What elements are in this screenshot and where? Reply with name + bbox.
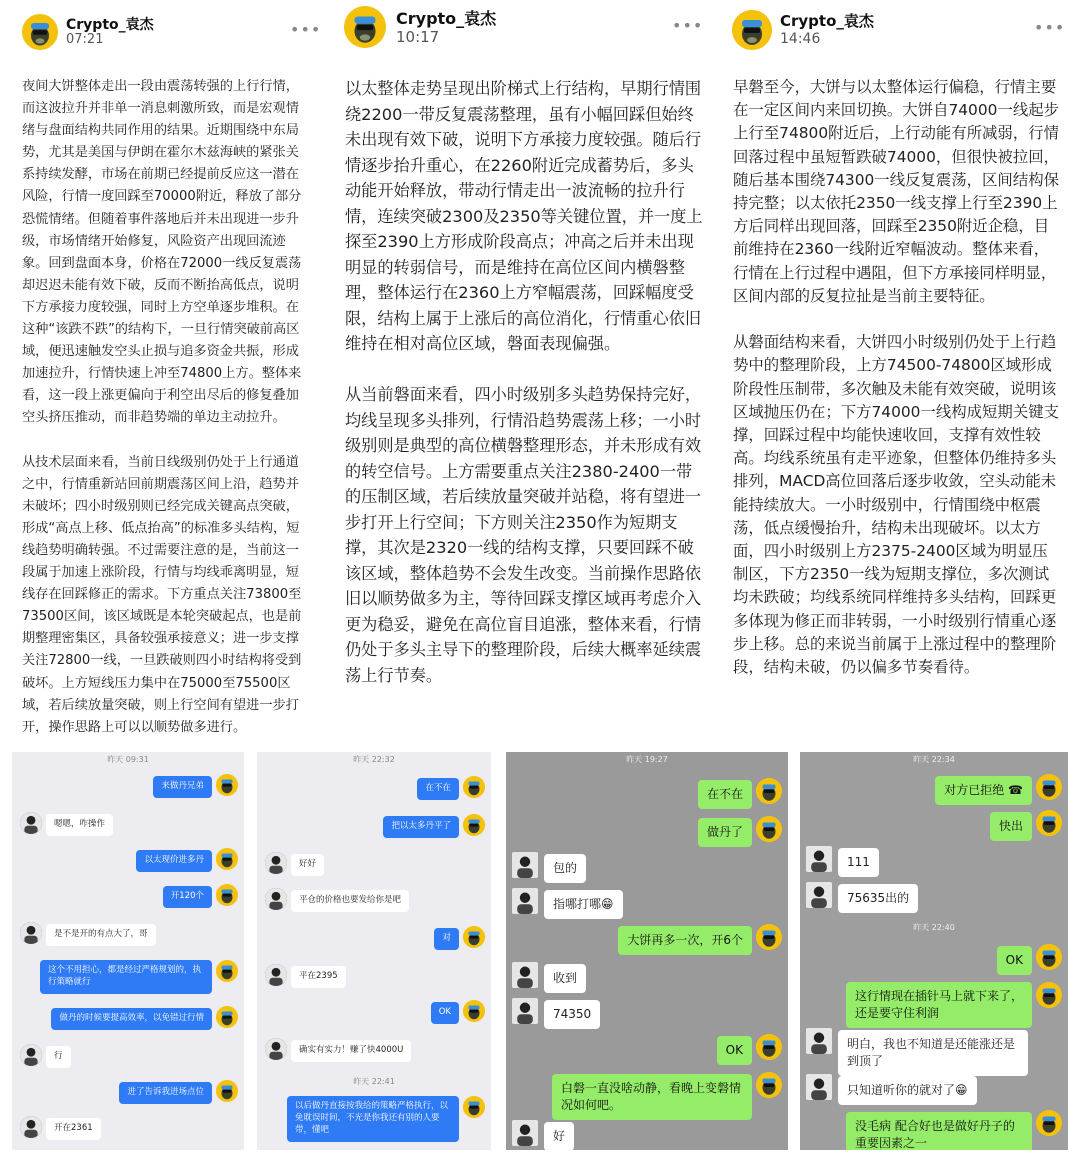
message-bubble[interactable]: 在不在 — [417, 778, 459, 800]
message-bubble[interactable]: 确实有实力！赚了快4000U — [291, 1040, 411, 1062]
chat-timestamp: 昨天 22:34 — [913, 755, 955, 764]
message-bubble[interactable]: 对方已拒绝 ☎ — [935, 776, 1032, 805]
post-text: 以太整体走势呈现出阶梯式上行结构，早期行情围绕2200一带反复震荡整理，虽有小幅回踩但始终未出现有效下破，说明下方承接力度较强。随后行情逐步抬升重心，在2260附近完成蓄势后，多头动能开始释放，带动行情走出一波流畅的拉升行情，连续突破2300及2350等关键位置，并一度上探至2390上方形成阶段高点；冲高之后并未出现明显的转弱信号，而是维持在高位区间内横磐整理，整体运行在2360上方窄幅震荡，回踩幅度受限，结构上属于上涨后的高位消化，行情重心依旧维持在相对高位区域，磐面表现偏强。 从当前磐面来看，四小时级别多头趋势保持完好，均线呈现多头排列，行情沿趋势震荡上移；一小时级别则是典型的高位横磐整理形态，并未形成有效的转空信号。上方需要重点关注2380-2400一带的压制区域，若后续放量突破并站稳，将有望进一步打开上行空间；下方则关注2350作为短期支撑，其次是2320一线的结构支撑，只要回踩不破该区域，整体趋势不会发生改变。当前操作思路依旧以顺势做多为主，等待回踩支撑区域再考虑介入更为稳妥，避免在高位盲目追涨，整体来看，行情仍处于多头主导下的整理阶段，后续大概率延续震荡上行节奏。 — [345, 79, 703, 685]
message-bubble[interactable]: 好 — [544, 1122, 574, 1150]
contact-avatar-icon — [265, 1038, 287, 1060]
message-bubble[interactable]: 行 — [46, 1046, 71, 1068]
my-avatar-icon — [216, 960, 238, 982]
more-options-icon[interactable]: ••• — [672, 16, 704, 35]
contact-avatar-icon — [806, 882, 832, 908]
chat-timestamp: 昨天 22:41 — [353, 1077, 395, 1086]
message-bubble[interactable]: OK — [431, 1002, 459, 1024]
message-bubble[interactable]: 收到 — [544, 964, 586, 993]
contact-avatar-icon — [512, 852, 538, 878]
chat-timestamp: 昨天 22:40 — [913, 923, 955, 932]
message-bubble[interactable]: 74350 — [544, 1000, 600, 1029]
contact-avatar-icon — [20, 1044, 42, 1066]
chat-timestamp: 昨天 09:31 — [107, 755, 149, 764]
my-avatar-icon — [463, 1000, 485, 1022]
post-time: 07:21 — [66, 32, 104, 47]
message-bubble[interactable]: 没毛病 配合好也是做好丹子的重要因素之一 — [846, 1112, 1032, 1150]
message-bubble[interactable]: 做丹的时候要提高效率，以免错过行情 — [51, 1008, 212, 1030]
post-time: 14:46 — [780, 31, 821, 47]
my-avatar-icon — [216, 1006, 238, 1028]
my-avatar-icon — [216, 774, 238, 796]
chat-timestamp: 昨天 19:27 — [626, 755, 668, 764]
chat-timestamp: 昨天 22:32 — [353, 755, 395, 764]
my-avatar-icon — [756, 924, 782, 950]
contact-avatar-icon — [265, 964, 287, 986]
message-bubble[interactable]: 进了告诉我进场点位 — [119, 1082, 212, 1104]
my-avatar-icon — [463, 814, 485, 836]
contact-avatar-icon — [806, 846, 832, 872]
my-avatar-icon — [756, 1072, 782, 1098]
post-2 — [330, 0, 710, 745]
contact-avatar-icon — [265, 888, 287, 910]
author-avatar[interactable] — [344, 6, 386, 48]
my-avatar-icon — [1036, 1110, 1062, 1136]
author-avatar[interactable] — [732, 10, 772, 50]
message-bubble[interactable]: 包的 — [544, 854, 586, 883]
message-bubble[interactable]: 以太现价进多丹 — [136, 850, 212, 872]
contact-avatar-icon — [806, 1074, 832, 1100]
my-avatar-icon — [463, 926, 485, 948]
my-avatar-icon — [463, 1096, 485, 1118]
message-bubble[interactable]: 明白，我也不知道是还能涨还是到顶了 — [838, 1030, 1028, 1076]
message-bubble[interactable]: 平在2395 — [291, 966, 346, 988]
my-avatar-icon — [756, 778, 782, 804]
message-bubble[interactable]: 来做丹兄弟 — [153, 776, 212, 798]
message-bubble[interactable]: 嗯嗯，咋操作 — [46, 814, 113, 836]
contact-avatar-icon — [512, 962, 538, 988]
my-avatar-icon — [1036, 944, 1062, 970]
message-bubble[interactable]: OK — [717, 1036, 752, 1065]
more-options-icon[interactable]: ••• — [1034, 18, 1066, 37]
contact-avatar-icon — [806, 1028, 832, 1054]
message-bubble[interactable]: 111 — [838, 848, 879, 877]
my-avatar-icon — [216, 1080, 238, 1102]
my-avatar-icon — [216, 848, 238, 870]
message-bubble[interactable]: 快出 — [990, 812, 1032, 841]
message-bubble[interactable]: 平仓的价格也要发给你是吧 — [291, 890, 409, 912]
message-bubble[interactable]: 75635出的 — [838, 884, 918, 913]
message-bubble[interactable]: 在不在 — [698, 780, 752, 809]
contact-avatar-icon — [265, 852, 287, 874]
my-avatar-icon — [756, 816, 782, 842]
my-avatar-icon — [463, 776, 485, 798]
message-bubble[interactable]: 指哪打哪😁 — [544, 890, 623, 919]
message-bubble[interactable]: 白磐一直没啥动静，看晚上变磐情况如何吧。 — [552, 1074, 752, 1120]
post-time: 10:17 — [396, 28, 440, 46]
author-name[interactable]: Crypto_袁杰 — [780, 12, 874, 30]
message-bubble[interactable]: 大饼再多一次，开6个 — [618, 926, 752, 955]
message-bubble[interactable]: 这行情现在插针马上就下来了，还是要守住利润 — [846, 982, 1032, 1028]
my-avatar-icon — [756, 1034, 782, 1060]
message-bubble[interactable]: 好好 — [291, 854, 324, 876]
chat-screenshot-1 — [12, 752, 244, 1150]
contact-avatar-icon — [512, 998, 538, 1024]
message-bubble[interactable]: 对 — [434, 928, 459, 950]
my-avatar-icon — [1036, 982, 1062, 1008]
message-bubble[interactable]: 把以太多丹平了 — [383, 816, 459, 838]
contact-avatar-icon — [20, 1116, 42, 1138]
message-bubble[interactable]: OK — [997, 946, 1032, 975]
author-name[interactable]: Crypto_袁杰 — [66, 17, 154, 33]
my-avatar-icon — [1036, 810, 1062, 836]
chat-screenshot-3 — [506, 752, 788, 1150]
my-avatar-icon — [216, 884, 238, 906]
author-name[interactable]: Crypto_袁杰 — [396, 9, 497, 28]
post-1 — [0, 0, 330, 745]
contact-avatar-icon — [20, 812, 42, 834]
message-bubble[interactable]: 只知道听你的就对了😁 — [838, 1076, 977, 1105]
author-avatar[interactable] — [22, 14, 58, 50]
contact-avatar-icon — [20, 922, 42, 944]
post-3 — [710, 0, 1080, 745]
post-text: 早磐至今，大饼与以太整体运行偏稳，行情主要在一定区间内来回切换。大饼自74000一线起步上行至74800附近后，上行动能有所减弱，行情回落过程中虽短暂跌破74000，但很快被拉回，随后基本围绕74300一线反复震荡，区间结构保持完整；以太依托2350一线支撑上行至2390上方后同样出现回落，回踩至2350附近企稳，目前维持在2360一线附近窄幅波动。整体来看，行情在上行过程中遇阻，但下方承接同样明显，区间内部的反复拉扯是当前主要特征。 从磐面结构来看，大饼四小时级别仍处于上行趋势中的整理阶段，上方74500-74800区域形成阶段性压制带，多次触及未能有效突破，说明该区域抛压仍在；下方74000一线构成短期关键支撑，回踩过程中均能快速收回，支撑有效性较高。均线系统虽有走平迹象，但整体仍维持多头排列，MACD高位回落后逐步收敛，空头动能未能持续放大。一小时级别中，行情围绕中枢震荡，低点缓慢抬升，结构未出现破坏。以太方面，四小时级别上方2375-2400区域为明显压制区，下方2350一线为短期支撑位，多次测试均未跌破；均线系统同样维持多头结构，回踩更多体现为修正而非转弱，一小时级别行情重心逐步上移。总的来说当前属于上涨过程中的整理阶段，结构未破，仍以偏多节奏看待。 — [733, 78, 1059, 677]
message-bubble[interactable]: 以后做丹直接按我给的策略严格执行，以免耽误时间，不光是你我还有别的人要带，懂吧 — [287, 1096, 459, 1142]
message-bubble[interactable]: 开在2361 — [46, 1118, 101, 1140]
message-bubble[interactable]: 开120个 — [163, 886, 212, 908]
contact-avatar-icon — [512, 1120, 538, 1146]
message-bubble[interactable]: 这个不用担心，都是经过严格规划的，执行策略就行 — [40, 960, 212, 994]
contact-avatar-icon — [512, 888, 538, 914]
my-avatar-icon — [1036, 774, 1062, 800]
chat-screenshot-4 — [800, 752, 1068, 1150]
more-options-icon[interactable]: ••• — [290, 20, 322, 39]
message-bubble[interactable]: 做丹了 — [698, 818, 752, 847]
message-bubble[interactable]: 是不是开的有点大了，哥 — [46, 924, 156, 946]
post-text: 夜间大饼整体走出一段由震荡转强的上行行情，而这波拉升并非单一消息刺激所致，而是宏观情绪与盘面结构共同作用的结果。近期围绕中东局势，尤其是美国与伊朗在霍尔木兹海峡的紧张关系持续发酵，市场在前期已经提前反应这一潜在风险，行情一度回踩至70000附近，释放了部分恐慌情绪。但随着事件落地后并未出现进一步升级，市场情绪开始修复，风险资产出现回流迹象。回到盘面本身，价格在72000一线反复震荡却迟迟未能有效下破，反而不断抬高低点，说明下方承接力度较强，同时上方空单逐步堆积。在这种“该跌不跌”的结构下，一旦行情突破前高区域，便迅速触发空头止损与追多资金共振，形成加速拉升，行情快速上冲至74800上方。整体来看，这一段上涨更偏向于利空出尽后的修复叠加空头挤压推动，而非趋势端的单边主动拉升。 从技术层面来看，当前日线级别仍处于上行通道之中，行情重新站回前期震荡区间上沿，趋势并未破坏；四小时级别则已经完成关键高点突破，形成“高点上移、低点抬高”的标准多头结构，短线趋势明确转强。不过需要注意的是，当前这一段属于加速上涨阶段，行情与均线乖离明显，短线存在回踩修正的需求。下方重点关注73800至73500区间，该区域既是本轮突破起点，也是前期整理密集区，具备较强承接意义；进一步支撑关注72800一线，一旦跌破则四小时结构将受到破坏。上方短线压力集中在75000至75500区域，若后续放量突破，则上行空间有望进一步打开，操作思路上可以以顺势做多进行。 — [22, 79, 302, 735]
chat-screenshot-2 — [257, 752, 491, 1150]
